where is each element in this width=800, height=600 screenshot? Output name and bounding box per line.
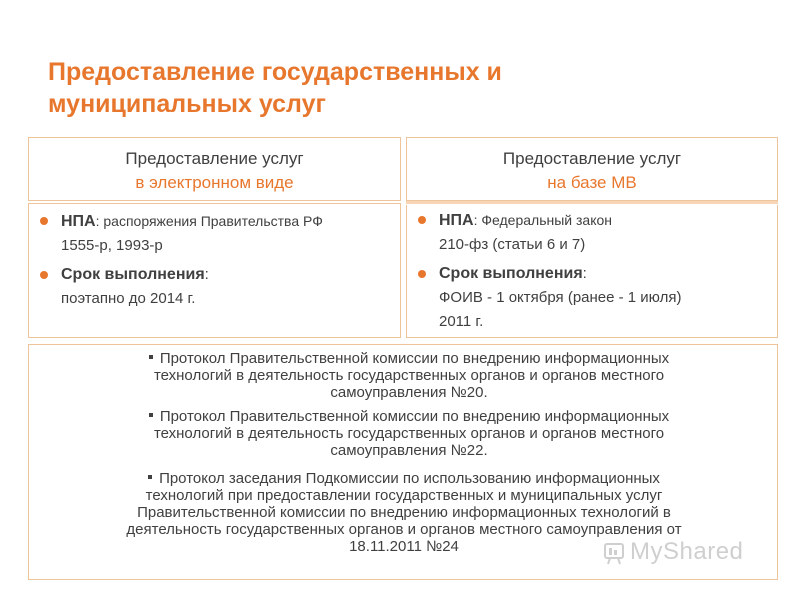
protocol-20-line1: Протокол Правительственной комиссии по внедрению информационных	[159, 350, 670, 367]
left-item2-key: Срок выполнения	[61, 266, 205, 283]
right-panel-body	[406, 205, 778, 338]
protocol-22-line3: самоуправления №22.	[330, 442, 488, 459]
left-header-line1: Предоставление услуг	[125, 149, 304, 168]
right-item2-key: Срок выполнения	[439, 265, 583, 282]
right-item1-text-b: 210-фз (статьи 6 и 7)	[439, 236, 586, 253]
myshared-watermark	[604, 538, 743, 566]
protocol-20	[49, 350, 769, 401]
left-header-line2: в электронном виде	[135, 173, 294, 192]
left-item2-text-a: :	[204, 266, 209, 283]
right-header-divider	[406, 201, 778, 204]
orange-dot-bullet-icon	[418, 216, 426, 224]
orange-dot-bullet-icon	[418, 270, 426, 278]
left-item-npa	[61, 209, 323, 258]
left-panel-header	[28, 137, 401, 201]
protocol-22-line2: технологий в деятельность государственных органов и органов местного	[153, 425, 665, 442]
protocol-24-line1: Протокол заседания Подкомиссии по использованию информационных	[159, 470, 660, 487]
myshared-logo-icon	[604, 541, 624, 565]
left-panel-body	[28, 203, 401, 338]
left-item-deadline	[61, 263, 209, 311]
right-item2-text-a: :	[582, 265, 587, 282]
right-item-deadline	[439, 262, 681, 334]
right-header-line1: Предоставление услуг	[502, 149, 682, 168]
square-bullet-icon	[149, 355, 153, 359]
left-item1-text-a: : распоряжения Правительства РФ	[95, 213, 323, 229]
right-item-npa	[439, 208, 612, 257]
orange-dot-bullet-icon	[40, 217, 48, 225]
square-bullet-icon	[149, 413, 153, 417]
left-item2-text-b: поэтапно до 2014 г.	[61, 290, 196, 307]
slide-title-line1: Предоставление государственных и	[48, 58, 502, 86]
right-header-line2: на базе МВ	[547, 173, 637, 192]
left-item1-text-b: 1555-р, 1993-р	[61, 237, 163, 254]
orange-dot-bullet-icon	[40, 271, 48, 279]
right-item1-text-a: : Федеральный закон	[473, 212, 613, 228]
watermark-text: MyShared	[630, 538, 744, 565]
protocol-22	[49, 408, 769, 459]
right-item1-key: НПА	[439, 212, 474, 229]
protocol-24-line3: Правительственной комиссии по внедрению информационных технологий в	[137, 504, 671, 521]
right-panel-header	[406, 137, 778, 201]
protocol-24-line2: технологий при предоставлении государственных и муниципальных услуг	[145, 487, 663, 504]
right-item2-text-c: 2011 г.	[439, 313, 484, 330]
right-item2-text-b: ФОИВ - 1 октября (ранее - 1 июля)	[439, 289, 682, 306]
slide-title	[48, 56, 768, 120]
protocol-20-line3: самоуправления №20.	[330, 384, 488, 401]
protocol-20-line2: технологий в деятельность государственных органов и органов местного	[153, 367, 665, 384]
protocol-24-line5: 18.11.2011 №24	[349, 538, 459, 555]
square-bullet-icon	[148, 475, 152, 479]
left-item1-key: НПА	[61, 213, 96, 230]
slide-title-line2: муниципальных услуг	[48, 90, 326, 118]
protocol-22-line1: Протокол Правительственной комиссии по внедрению информационных	[159, 408, 670, 425]
protocol-24-line4: деятельность государственных органов и органов местного самоуправления от	[126, 521, 682, 538]
